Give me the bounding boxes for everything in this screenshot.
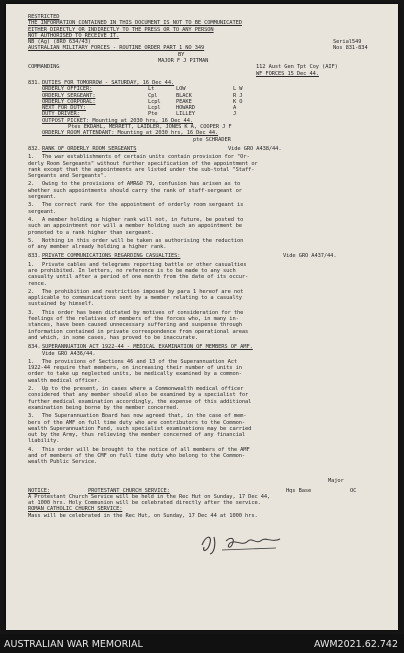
section-832-paragraph-line <box>28 194 384 200</box>
picket-line-3: ORDERLY ROOM ATTENDANT: Mounting at 2030 hrs, 16 Dec 44. <box>42 130 219 137</box>
unit-name: 112 Aust Gen Tpt Coy (AIF) <box>256 64 338 71</box>
section-834-paragraph-number: 1. <box>28 358 35 365</box>
section-833-paragraph <box>28 310 384 341</box>
section-834-paragraph-text: 1922-44 require that members, on increasing their number of units in <box>28 365 242 372</box>
picket-line-4: pte SCHRADER <box>193 136 231 143</box>
catholic-title: ROMAN CATHOLIC CHURCH SERVICE: <box>28 506 123 513</box>
routine-order-document <box>28 14 384 519</box>
handwritten-signature <box>196 531 286 555</box>
section-834-paragraph-text: wealth Public Service. <box>28 459 98 466</box>
commanding-line <box>28 64 384 70</box>
section-834-title: SUPERANNUATION ACT 1922-44 - MEDICAL EXAMINATION OF MEMBERS OF AMF. <box>42 344 253 351</box>
section-832-paragraph-text: Nothing in this order will be taken as authorising the reduction <box>42 237 244 244</box>
location-date: WF FORCES 15 Dec 44. <box>256 70 319 77</box>
picket-line-2: Ptes EKDAHL, MERRETT, LAIDLER, JONES K A, COOPER J F <box>68 124 232 131</box>
section-834-paragraph-text: out by the Army, thus relieving the member concerned of any financial <box>28 432 246 439</box>
section-833-paragraph-text: casualty until after a period of one month from the date of its occur- <box>28 274 249 281</box>
major-name: MAJOR F J PITMAN <box>158 58 209 65</box>
section-833-paragraph-text: are prohibited. In letters, no reference is to be made to any such <box>28 267 236 274</box>
section-834-paragraph-text: further medical examination accordingly, the expense of this additional <box>28 398 252 405</box>
section-832-paragraph-line <box>28 230 384 236</box>
section-832-paragraph-line <box>28 209 384 215</box>
section-832-paragraph <box>28 154 384 179</box>
section-833-paragraph-text: sustained by himself. <box>28 301 95 308</box>
protestant-line-1: A Protestant Church Service will be held in the Rec Hut on Sunday, 17 Dec 44, <box>28 493 271 500</box>
section-833-ref: Vide GRO A437/44. <box>283 253 337 260</box>
section-834-paragraph-text: Up to the present, in cases where a Commonwealth medical officer <box>42 386 244 393</box>
section-834-paragraph-text: wealth medical officer. <box>28 377 101 384</box>
section-832-paragraph-text: whether such appointments should carry the rank of staff-sergeant or <box>28 187 242 194</box>
order-numbers: Nos 831-834 <box>333 45 368 52</box>
section-832-paragraph-number: 1. <box>28 154 35 161</box>
section-834-paragraph-number: 4. <box>28 446 35 453</box>
section-833-paragraph-text: Private cables and telegrams reporting battle or other casualties <box>42 261 247 268</box>
section-831-number: 831. <box>28 79 41 86</box>
notice-line <box>28 488 384 494</box>
duty-rank: Lcpl <box>148 98 161 105</box>
section-834-paragraph-text: and of members of the CMF on full time duty who belong to the Common- <box>28 453 246 459</box>
section-834-paragraph <box>28 386 384 411</box>
section-832-paragraph <box>28 238 384 251</box>
duty-surname: HOWARD <box>176 105 195 112</box>
section-832-paragraph-text: The war establishments of certain units contain provision for "Or- <box>42 154 250 161</box>
duty-surname: LILLEY <box>176 111 195 118</box>
duty-surname: LOW <box>176 86 186 93</box>
section-833-paragraph-text: rence. <box>28 280 47 287</box>
section-832-title: RANK OF ORDERLY ROOM SERGEANTS <box>42 145 137 152</box>
catholic-line-1: Mass will be celebrated in the Rec Hut, on Sunday, 17 Dec 44 at 1000 hrs. <box>28 512 258 519</box>
section-831-title: DUTIES FOR TOMORROW - SATURDAY, 16 Dec 44. <box>42 79 175 86</box>
section-832-paragraph-text: such an appointment nor will a member holding such an appointment be <box>28 223 242 230</box>
duty-initials: J <box>233 111 237 118</box>
section-833-paragraph-line <box>28 281 384 287</box>
signature-block <box>28 466 384 488</box>
warning-line-1: THE INFORMATION CONTAINED IN THIS DOCUMENT IS NOT TO BE COMMUNICATED <box>28 20 242 27</box>
section-833-paragraph-text: and which, in some cases, has proved to be inaccurate. <box>28 334 198 341</box>
section-834-paragraph-line <box>28 438 384 444</box>
section-832-paragraph-text: sergeant. <box>28 194 57 201</box>
restricted-label: RESTRICTED <box>28 14 60 20</box>
section-833-paragraph-line <box>28 301 384 307</box>
section-833-paragraph-text: stances, have been caused unnecessary suffering and suspense through <box>28 322 242 329</box>
section-832-paragraph-number: 2. <box>28 181 35 188</box>
section-834-paragraph-line <box>28 405 384 411</box>
section-833-title: PRIVATE COMMUNICATIONS REGARDING CASUALTIES: <box>42 253 181 260</box>
duty-roster <box>28 86 384 117</box>
section-832-paragraph <box>28 202 384 215</box>
section-834-paragraph-text: liability. <box>28 438 60 445</box>
protestant-line-2: at 1000 hrs. Holy Communion will be celebrated directly after the service. <box>28 500 261 507</box>
archive-footer <box>0 634 404 653</box>
section-833-paragraph-text: feelings of the relatives of members of the forces who, in many in- <box>28 316 239 323</box>
section-834-number: 834. <box>28 344 41 351</box>
section-832-paragraph-number: 4. <box>28 216 35 223</box>
section-832-body <box>28 154 384 250</box>
section-833-number: 833. <box>28 253 41 260</box>
section-832-paragraph-text: Owing to the provisions of AMR&O 79, confusion has arisen as to <box>42 181 241 188</box>
section-832-paragraph-number: 3. <box>28 202 35 209</box>
section-834-paragraph-text: considered that any member should also be examined by a specialist for <box>28 392 249 399</box>
duty-initials: K O <box>233 98 243 105</box>
section-834-ref: Vide GRO A436/44. <box>42 350 96 357</box>
picket-line-1: OUTPOST PICKET: Mounting at 2030 hrs, 16 Dec 44. <box>42 117 193 124</box>
warning-line-2: EITHER DIRECTLY OR INDIRECTLY TO THE PRESS OR TO ANY PERSON <box>28 26 214 33</box>
duty-initials: A <box>233 105 237 112</box>
duty-initials: L W <box>233 86 243 93</box>
section-833-paragraph <box>28 289 384 308</box>
section-832-paragraph <box>28 217 384 236</box>
signature-rank: Major <box>328 477 344 484</box>
section-834-paragraph <box>28 359 384 384</box>
hq-line: Hqs Base <box>286 487 312 494</box>
section-834-paragraph-line <box>28 378 384 384</box>
section-834-paragraph-text: order to take up neglected units, be medically examined by a common- <box>28 371 242 378</box>
order-title-line <box>28 45 384 51</box>
section-833-paragraph-line <box>28 335 384 341</box>
section-832-paragraph-text: sergeant. <box>28 208 57 215</box>
section-832-paragraph-text: derly Room Sergeants" without further specification of the appointment or <box>28 160 258 167</box>
signature-role: OC <box>350 487 357 494</box>
section-834-paragraph-text: This order will be brought to the notice of all members of the AMF <box>42 446 250 453</box>
notice-label: NOTICE: <box>28 487 51 494</box>
section-833-paragraph-number: 1. <box>28 261 35 268</box>
duty-row <box>28 111 384 117</box>
warning-line-3: NOT AUTHORISED TO RECEIVE IT. <box>28 32 120 39</box>
section-832-paragraph-text: promoted to a rank higher than sergeant. <box>28 229 154 236</box>
section-834-paragraph-text: examination being borne by the member concerned. <box>28 404 179 411</box>
section-832-ref: Vide GRO A438/44. <box>228 145 282 152</box>
section-832-title-line <box>28 146 384 152</box>
duty-role: DUTY DRIVER: <box>42 111 80 118</box>
duty-surname: PEAKE <box>176 98 192 105</box>
section-833-paragraph-number: 2. <box>28 288 35 295</box>
section-834-paragraph-text: The provisions of Sections 46 and 13 of the Superannuation Act <box>42 358 238 365</box>
duty-rank: Pte <box>148 111 158 118</box>
document-sheet <box>6 4 398 630</box>
duty-rank: Cpl <box>148 92 158 99</box>
section-834-paragraph <box>28 413 384 444</box>
by-label: BY <box>178 51 185 58</box>
section-833-paragraph-text: The prohibition and restriction imposed by para 1 hereof are not <box>42 288 244 295</box>
section-833-paragraph-text: This order has been dictated by motives of consideration for the <box>42 309 244 316</box>
section-833-paragraph-text: applicable to communications sent by a member relating to a casualty <box>28 295 242 302</box>
commanding-label: COMMANDING <box>28 64 60 71</box>
duty-initials: R J <box>233 92 243 99</box>
section-833-paragraph <box>28 262 384 287</box>
section-834-paragraph <box>28 447 384 466</box>
section-832-paragraph-text: of any member already holding a higher rank. <box>28 244 167 251</box>
duty-role: ORDERLY SERGEANT: <box>42 92 96 99</box>
section-832-paragraph <box>28 181 384 200</box>
duty-rank: Lcpl <box>148 105 161 112</box>
section-832-paragraph-text: A member holding a higher rank will not, in future, be posted to <box>42 216 244 223</box>
duty-role: ORDERLY OFFICER: <box>42 86 93 93</box>
section-832-paragraph-text: rank except that the appointments are listed under the sub-total "Staff- <box>28 166 255 173</box>
section-834-paragraph-text: wealth Superannuation Fund, such specialist examinations may be carried <box>28 425 252 432</box>
order-ref: NB (Ag) (8R0 634/43) <box>28 39 91 46</box>
section-833-title-line <box>28 253 384 259</box>
protestant-title: PROTESTANT CHURCH SERVICE: <box>88 487 170 494</box>
section-834-paragraph-number: 2. <box>28 386 35 393</box>
duty-role: ORDERLY CORPORAL: <box>42 98 96 105</box>
section-833-paragraph-number: 3. <box>28 309 35 316</box>
section-832-paragraph-text: Sergeants and Sergeants". <box>28 173 107 180</box>
section-833-paragraph-text: information contained in private correspondence from operational areas <box>28 328 249 335</box>
section-833-body <box>28 262 384 342</box>
archive-name: AUSTRALIAN WAR MEMORIAL <box>4 639 143 650</box>
archive-reference: AWM2021.62.742 <box>313 639 398 650</box>
order-title: AUSTRALIAN MILITARY FORCES - ROUTINE ORDER PART 1 NO 349 <box>28 45 205 52</box>
serial-number: Serial549 <box>333 39 362 46</box>
section-832-paragraph-line <box>28 173 384 179</box>
duty-surname: BLACK <box>176 92 192 99</box>
duty-role: NEXT FOR DUTY: <box>42 105 87 112</box>
section-832-paragraph-line <box>28 244 384 250</box>
section-832-paragraph-number: 5. <box>28 237 35 244</box>
duty-rank: Lt <box>148 86 155 93</box>
section-832-paragraph-text: The correct rank for the appointment of orderly room sergeant is <box>42 202 244 209</box>
section-834-paragraph-text: The Superannuation Board has now agreed that, in the case of mem- <box>42 413 247 420</box>
section-834-body <box>28 359 384 466</box>
section-832-number: 832. <box>28 145 41 152</box>
section-834-paragraph-text: bers of the AMF on full time duty who are contributors to the Common- <box>28 419 246 426</box>
section-834-paragraph-number: 3. <box>28 413 35 420</box>
